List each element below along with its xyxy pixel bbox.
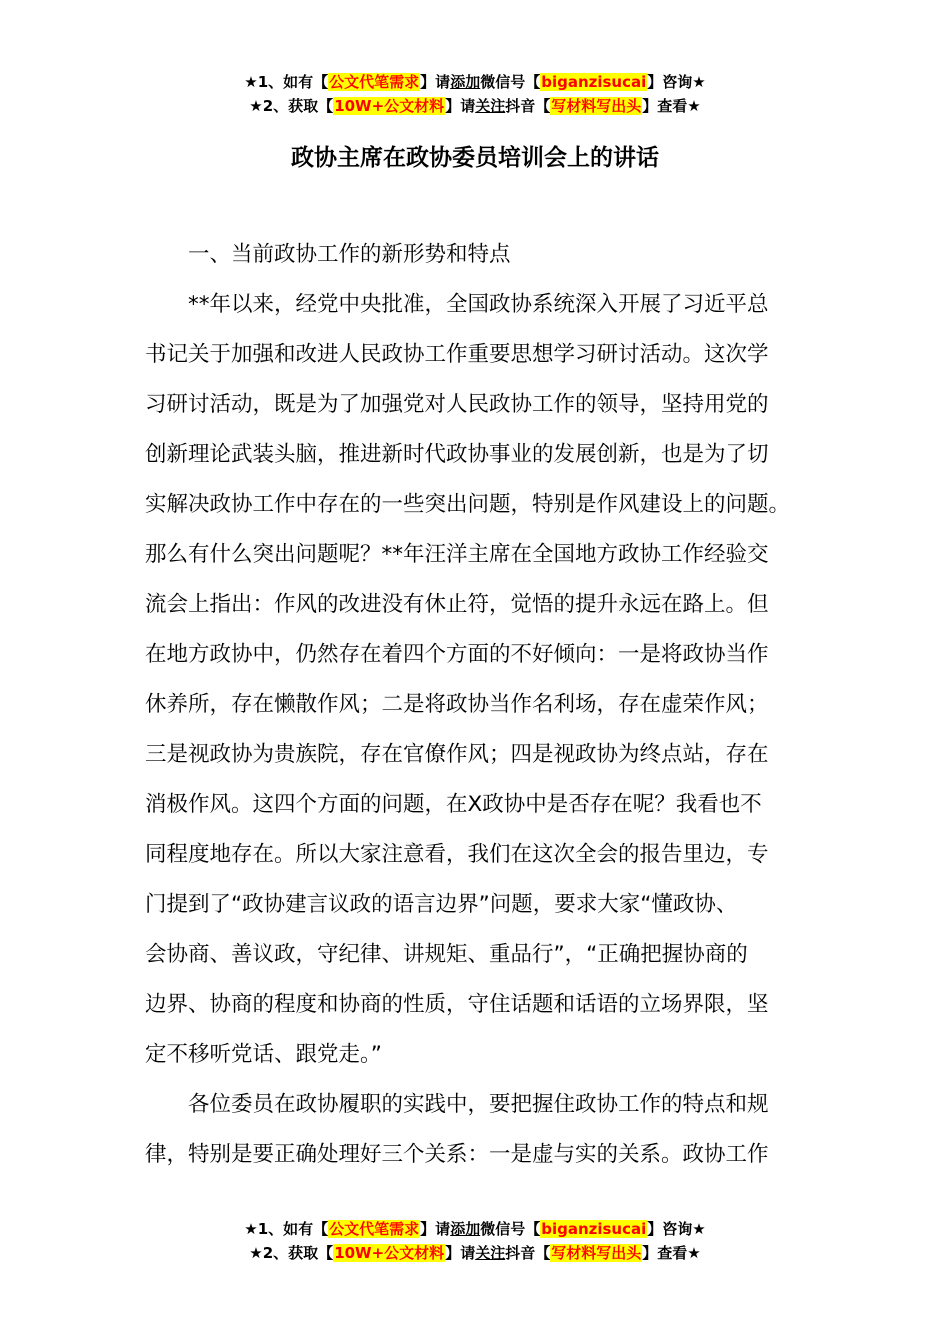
text-line: 流会上指出：作风的改进没有休止符，觉悟的提升永远在路上。但 xyxy=(145,592,769,617)
text-line: 门提到了“政协建言议政的语言边界”问题，要求大家“懂政协、 xyxy=(145,892,738,917)
text-line: **年以来，经党中央批准，全国政协系统深入开展了习近平总 xyxy=(188,292,769,317)
text-line: 书记关于加强和改进人民政协工作重要思想学习研讨活动。这次学 xyxy=(145,342,769,367)
promo-line-1: ★1、如有【公文代笔需求】请添加微信号【biganzisucai】咨询★ xyxy=(244,1220,706,1238)
text-line: 定不移听党话、跟党走。” xyxy=(145,1042,382,1067)
text-line: 创新理论武装头脑，推进新时代政协事业的发展创新，也是为了切 xyxy=(145,442,769,467)
highlight-text: 10W+公文材料 xyxy=(334,1244,445,1262)
highlight-text: biganzisucai xyxy=(541,73,647,91)
text-line: 律，特别是要正确处理好三个关系：一是虚与实的关系。政协工作 xyxy=(145,1142,769,1167)
text-line: 会协商、善议政，守纪律、讲规矩、重品行”，“正确把握协商的 xyxy=(145,942,748,967)
text-line: 三是视政协为贵族院，存在官僚作风；四是视政协为终点站，存在 xyxy=(145,742,769,767)
document-title: 政协主席在政协委员培训会上的讲话 xyxy=(291,145,659,171)
document-body xyxy=(145,230,812,1180)
text-line: 习研讨活动，既是为了加强党对人民政协工作的领导，坚持用党的 xyxy=(145,392,769,417)
promo-line-2: ★2、获取【10W+公文材料】请关注抖音【写材料写出头】查看★ xyxy=(249,97,701,115)
text-line: 同程度地存在。所以大家注意看，我们在这次全会的报告里边，专 xyxy=(145,842,769,867)
section-heading: 一、当前政协工作的新形势和特点 xyxy=(188,242,511,267)
highlight-text: 公文代笔需求 xyxy=(329,1220,420,1238)
promo-line-1: ★1、如有【公文代笔需求】请添加微信号【biganzisucai】咨询★ xyxy=(244,73,706,91)
text-line: 在地方政协中，仍然存在着四个方面的不好倾向：一是将政协当作 xyxy=(145,642,769,667)
promo-line-2: ★2、获取【10W+公文材料】请关注抖音【写材料写出头】查看★ xyxy=(249,1244,701,1262)
text-line: 实解决政协工作中存在的一些突出问题，特别是作风建设上的问题。 xyxy=(145,492,791,517)
highlight-text: 10W+公文材料 xyxy=(334,97,445,115)
highlight-text: 写材料写出头 xyxy=(551,1244,642,1262)
highlight-text: 写材料写出头 xyxy=(551,97,642,115)
promo-banner-bottom xyxy=(0,1217,950,1265)
text-line: 消极作风。这四个方面的问题，在X政协中是否存在呢？我看也不 xyxy=(145,792,762,817)
promo-banner-top xyxy=(0,70,950,118)
text-line: 休养所，存在懒散作风；二是将政协当作名利场，存在虚荣作风； xyxy=(145,692,769,717)
highlight-text: 公文代笔需求 xyxy=(329,73,420,91)
highlight-text: biganzisucai xyxy=(541,1220,647,1238)
text-line: 边界、协商的程度和协商的性质，守住话题和话语的立场界限，坚 xyxy=(145,992,769,1017)
text-line: 各位委员在政协履职的实践中，要把握住政协工作的特点和规 xyxy=(188,1092,769,1117)
text-line: 那么有什么突出问题呢？**年汪洋主席在全国地方政协工作经验交 xyxy=(145,542,769,567)
